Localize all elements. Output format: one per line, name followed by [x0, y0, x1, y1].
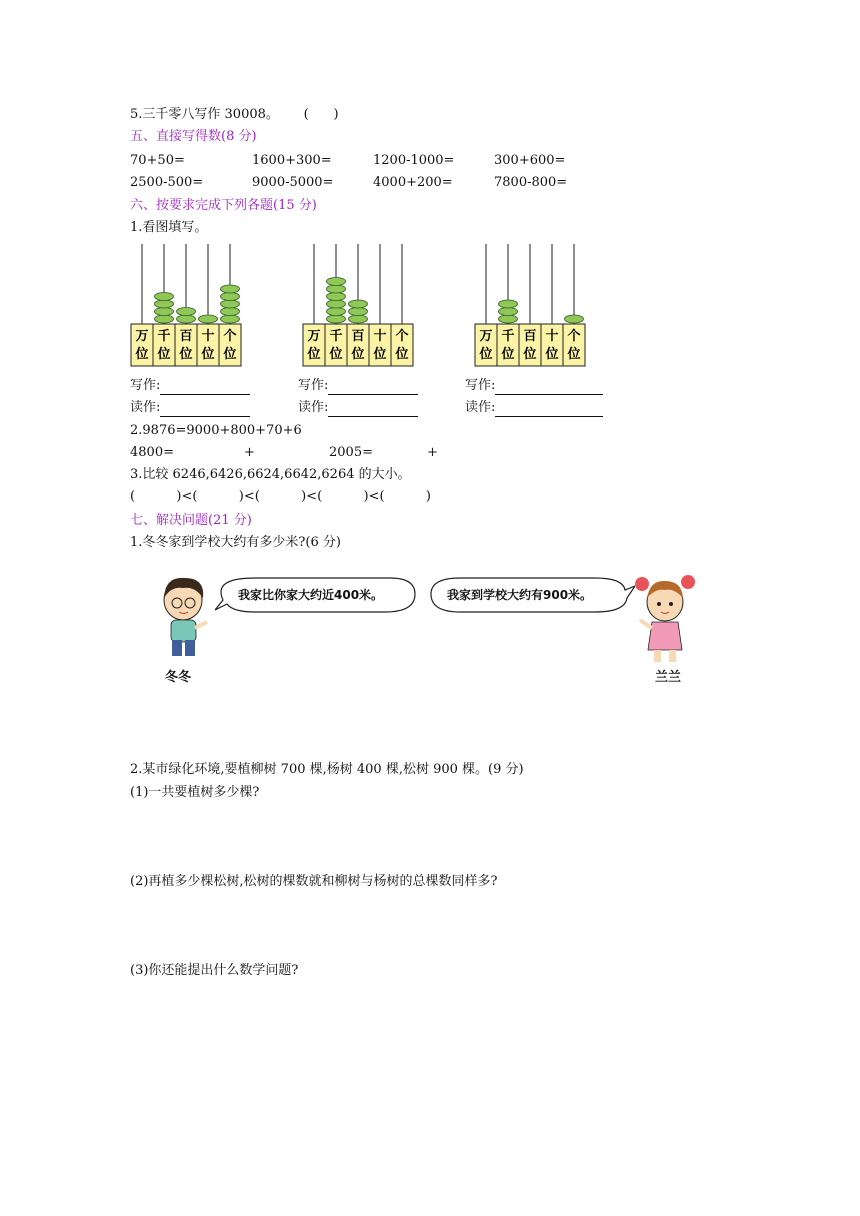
calc-item: 9000-5000=: [252, 175, 334, 190]
girl-illustration: [632, 572, 698, 668]
abacus-3: [474, 244, 586, 368]
plus-sign: +: [427, 445, 438, 460]
write-blank[interactable]: [328, 380, 418, 395]
abacus-bead: [177, 308, 196, 316]
place-label: 百: [523, 329, 537, 344]
girl-name: 兰兰: [655, 670, 682, 685]
abacus-bead: [349, 308, 368, 316]
place-label: 个: [395, 329, 409, 344]
write-blank[interactable]: [160, 380, 250, 395]
place-label: 位: [501, 347, 515, 362]
calc-item: 2500-500=: [130, 175, 204, 190]
abacus-bead: [155, 315, 174, 323]
read-blank[interactable]: [328, 402, 418, 417]
abacus-bead: [327, 315, 346, 323]
read-row-1: [130, 399, 250, 417]
place-label: 位: [523, 347, 537, 362]
question-7-2-1: (1)一共要植树多少棵?: [130, 785, 260, 800]
abacus-bead: [327, 285, 346, 293]
place-label: 十: [373, 329, 387, 344]
question-7-2-2: (2)再植多少棵松树,松树的棵数就和柳树与杨树的总棵数同样多?: [130, 874, 498, 889]
bubble-left-text: 我家比你家大约近400米。: [238, 588, 384, 602]
plus-sign: +: [244, 445, 255, 460]
place-label: 百: [179, 329, 193, 344]
abacus-bead: [221, 285, 240, 293]
section-6-title: 六、按要求完成下列各题(15 分): [130, 198, 317, 213]
place-label: 位: [135, 347, 149, 362]
place-label: 位: [329, 347, 343, 362]
place-label: 位: [307, 347, 321, 362]
abacus-bead: [499, 308, 518, 316]
place-label: 百: [351, 329, 365, 344]
abacus-bead: [199, 315, 218, 323]
decompose-2005: 2005=: [329, 445, 373, 460]
abacus-bead: [327, 300, 346, 308]
calc-item: 4000+200=: [373, 175, 453, 190]
calc-item: 1600+300=: [252, 153, 332, 168]
abacus-bead: [155, 308, 174, 316]
write-label: 写作:: [298, 378, 329, 393]
read-row-2: [298, 399, 418, 417]
place-label: 千: [329, 329, 343, 344]
abacus-bead: [327, 293, 346, 301]
write-row-2: [298, 377, 418, 395]
abacus-bead: [221, 308, 240, 316]
abacus-bead: [349, 300, 368, 308]
read-blank[interactable]: [495, 402, 603, 417]
place-label: 位: [567, 347, 581, 362]
decompose-4800: 4800=: [130, 445, 174, 460]
abacus-bead: [221, 300, 240, 308]
calc-item: 1200-1000=: [373, 153, 455, 168]
abacus-bead: [177, 315, 196, 323]
abacus-bead: [327, 308, 346, 316]
section-5-title: 五、直接写得数(8 分): [130, 129, 257, 144]
question-7-2-3: (3)你还能提出什么数学问题?: [130, 963, 299, 978]
write-row-3: [465, 377, 603, 395]
place-label: 个: [567, 329, 581, 344]
abacus-bead: [499, 300, 518, 308]
section-7-title: 七、解决问题(21 分): [130, 513, 252, 528]
abacus-bead: [155, 293, 174, 301]
read-label: 读作:: [130, 400, 161, 415]
abacus-bead: [155, 300, 174, 308]
abacus-1: [130, 244, 242, 368]
compare-blanks[interactable]: ( )<( )<( )<( )<( ): [130, 489, 431, 504]
read-label: 读作:: [298, 400, 329, 415]
abacus-bead: [565, 315, 584, 323]
place-label: 位: [351, 347, 365, 362]
abacus-bead: [327, 278, 346, 286]
place-label: 个: [223, 329, 237, 344]
question-7-1: 1.冬冬家到学校大约有多少米?(6 分): [130, 535, 341, 550]
place-label: 万: [135, 329, 149, 344]
place-label: 位: [201, 347, 215, 362]
place-label: 位: [223, 347, 237, 362]
write-row-1: [130, 377, 250, 395]
place-label: 位: [545, 347, 559, 362]
read-row-3: [465, 399, 603, 417]
boy-name: 冬冬: [165, 670, 192, 685]
judge-item-5: 5.三千零八写作 30008。 ( ): [130, 107, 339, 122]
calc-item: 300+600=: [494, 153, 566, 168]
bubble-right-text: 我家到学校大约有900米。: [447, 588, 593, 602]
place-label: 位: [479, 347, 493, 362]
place-label: 十: [201, 329, 215, 344]
write-blank[interactable]: [495, 380, 603, 395]
place-label: 千: [501, 329, 515, 344]
write-label: 写作:: [465, 378, 496, 393]
boy-illustration: [155, 570, 215, 670]
question-7-2: 2.某市绿化环境,要植柳树 700 棵,杨树 400 棵,松树 900 棵。(9 分): [130, 762, 524, 777]
place-label: 位: [395, 347, 409, 362]
question-6-2: 2.9876=9000+800+70+6: [130, 423, 302, 438]
place-label: 位: [373, 347, 387, 362]
write-label: 写作:: [130, 378, 161, 393]
place-label: 位: [179, 347, 193, 362]
abacus-bead: [499, 315, 518, 323]
place-label: 十: [545, 329, 559, 344]
abacus-bead: [221, 315, 240, 323]
calc-item: 7800-800=: [494, 175, 568, 190]
calc-item: 70+50=: [130, 153, 185, 168]
read-blank[interactable]: [160, 402, 250, 417]
place-label: 位: [157, 347, 171, 362]
read-label: 读作:: [465, 400, 496, 415]
abacus-bead: [349, 315, 368, 323]
question-6-3: 3.比较 6246,6426,6624,6642,6264 的大小。: [130, 467, 411, 482]
abacus-2: [302, 244, 414, 368]
place-label: 万: [307, 329, 321, 344]
place-label: 千: [157, 329, 171, 344]
abacus-bead: [221, 293, 240, 301]
question-6-1: 1.看图填写。: [130, 220, 208, 235]
place-label: 万: [479, 329, 493, 344]
